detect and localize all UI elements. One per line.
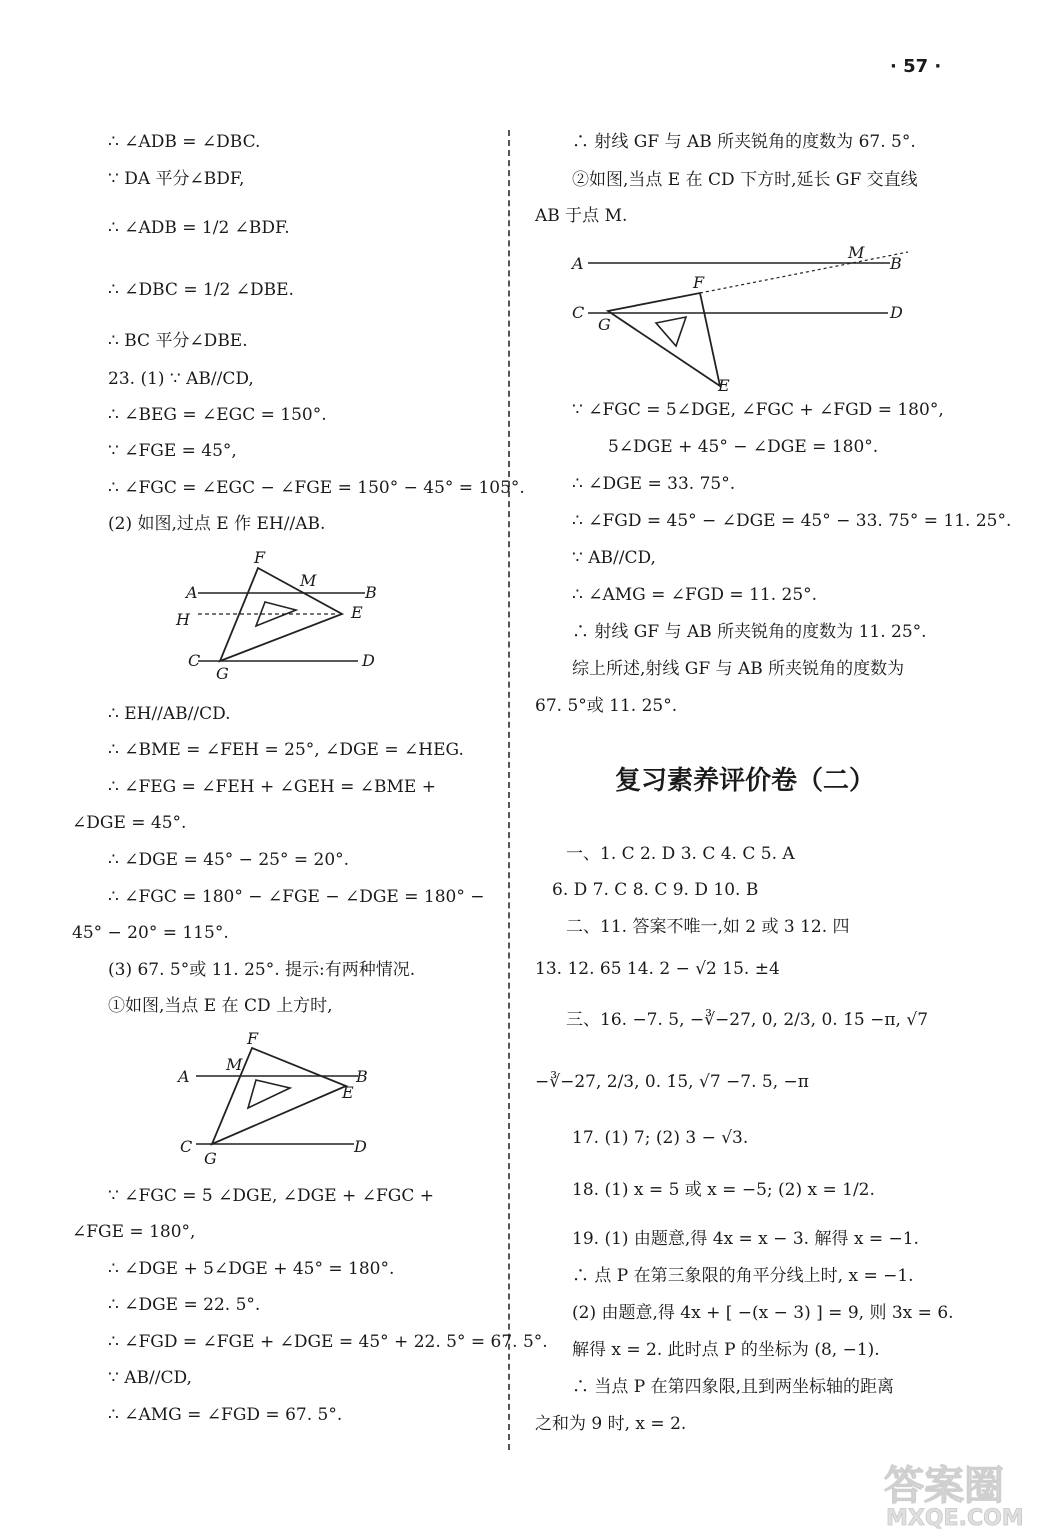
answer-line: 一、1. C 2. D 3. C 4. C 5. A [566, 844, 795, 864]
label-C: C [572, 303, 585, 322]
label-E: E [342, 1083, 354, 1102]
text-line: ∴ 射线 GF 与 AB 所夹锐角的度数为 11. 25°. [572, 622, 927, 642]
text-line: ∴ ∠FGC = ∠EGC − ∠FGE = 150° − 45° = 105°. [108, 478, 525, 498]
answer-line: (2) 由题意,得 4x + [ −(x − 3) ] = 9, 则 3x = 6. [572, 1303, 954, 1323]
text-line: ∴ ∠AMG = ∠FGD = 11. 25°. [572, 585, 818, 605]
column-divider [508, 130, 510, 1450]
label-H: H [176, 610, 190, 629]
text-line: AB 于点 M. [535, 206, 628, 226]
text-line: ②如图,当点 E 在 CD 下方时,延长 GF 交直线 [572, 170, 918, 190]
answer-line: −∛−27, 2/3, 0. 1̇5̇, √7 −7. 5, −π [535, 1072, 809, 1092]
text-line: ∴ ∠DGE = 45° − 25° = 20°. [108, 850, 350, 870]
watermark-url: MXQE.COM [886, 1506, 1024, 1530]
label-E: E [718, 376, 730, 395]
label-G: G [204, 1149, 217, 1168]
label-F: F [254, 548, 266, 567]
answer-line: 6. D 7. C 8. C 9. D 10. B [552, 880, 759, 900]
text-line: 5∠DGE + 45° − ∠DGE = 180°. [608, 437, 879, 457]
watermark-text: 答案圈 [884, 1463, 1004, 1509]
label-D: D [890, 303, 903, 322]
answer-line: 13. 12. 65 14. 2 − √2 15. ±4 [535, 959, 780, 979]
label-A: A [572, 254, 584, 273]
text-line: 23. (1) ∵ AB//CD, [108, 369, 254, 389]
label-A: A [178, 1067, 190, 1086]
text-line: (2) 如图,过点 E 作 EH//AB. [108, 514, 326, 534]
text-line: ∴ ∠DGE = 33. 75°. [572, 474, 736, 494]
text-line: 67. 5°或 11. 25°. [535, 696, 678, 716]
answer-line: 18. (1) x = 5 或 x = −5; (2) x = 1/2. [572, 1180, 875, 1200]
text-line: ∴ 射线 GF 与 AB 所夹锐角的度数为 67. 5°. [572, 132, 916, 152]
label-C: C [180, 1137, 193, 1156]
answer-line: 之和为 9 时, x = 2. [535, 1414, 687, 1434]
text-line: ∴ ∠FGC = 180° − ∠FGE − ∠DGE = 180° − [108, 887, 485, 907]
text-line: ①如图,当点 E 在 CD 上方时, [108, 996, 333, 1016]
label-F: F [247, 1030, 259, 1048]
page-number: · 57 · [890, 56, 942, 77]
label-F: F [693, 273, 705, 292]
answer-line: 19. (1) 由题意,得 4x = x − 3. 解得 x = −1. [572, 1229, 919, 1249]
text-line: ∴ BC 平分∠DBE. [108, 331, 248, 351]
answer-line: 三、16. −7. 5, −∛−27, 0, 2/3, 0. 1̇5̇ −π, √7 [566, 1010, 929, 1030]
label-B: B [356, 1067, 368, 1086]
text-line: ∠FGE = 180°, [72, 1222, 196, 1242]
text-line: ∴ ∠ADB = ∠DBC. [108, 132, 261, 152]
text-line: 综上所述,射线 GF 与 AB 所夹锐角的度数为 [572, 659, 905, 679]
label-E: E [351, 603, 363, 622]
label-M: M [848, 243, 865, 262]
text-line: ∴ ∠BEG = ∠EGC = 150°. [108, 405, 327, 425]
geometry-figure-1 [170, 548, 390, 684]
label-G: G [598, 315, 611, 334]
text-line: ∴ ∠FEG = ∠FEH + ∠GEH = ∠BME + [108, 777, 436, 797]
text-line: ∵ AB//CD, [572, 548, 656, 568]
answer-line: 解得 x = 2. 此时点 P 的坐标为 (8, −1). [572, 1340, 880, 1360]
geometry-figure-3 [560, 238, 920, 398]
text-line: ∴ ∠BME = ∠FEH = 25°, ∠DGE = ∠HEG. [108, 740, 464, 760]
text-line: ∴ EH//AB//CD. [108, 704, 231, 724]
answer-line: 二、11. 答案不唯一,如 2 或 3 12. 四 [566, 917, 850, 937]
text-line: ∴ ∠FGD = ∠FGE + ∠DGE = 45° + 22. 5° = 67. 5°. [108, 1332, 548, 1352]
text-line: (3) 67. 5°或 11. 25°. 提示:有两种情况. [108, 960, 416, 980]
answer-line: ∴ 点 P 在第三象限的角平分线上时, x = −1. [572, 1266, 914, 1286]
geometry-figure-2 [170, 1030, 390, 1170]
text-line: ∴ ∠AMG = ∠FGD = 67. 5°. [108, 1405, 343, 1425]
text-line: ∵ ∠FGC = 5 ∠DGE, ∠DGE + ∠FGC + [108, 1186, 434, 1206]
section-title: 复习素养评价卷（二） [615, 766, 876, 796]
text-line: ∵ DA 平分∠BDF, [108, 169, 245, 189]
text-line: ∴ ∠FGD = 45° − ∠DGE = 45° − 33. 75° = 11. 25°. [572, 511, 1012, 531]
label-A: A [186, 583, 198, 602]
text-line: ∵ ∠FGC = 5∠DGE, ∠FGC + ∠FGD = 180°, [572, 400, 944, 420]
answer-line: 17. (1) 7; (2) 3 − √3. [572, 1128, 749, 1148]
text-line: ∵ ∠FGE = 45°, [108, 441, 237, 461]
text-line: ∠DGE = 45°. [72, 813, 187, 833]
text-line: ∴ ∠DGE = 22. 5°. [108, 1295, 261, 1315]
label-B: B [365, 583, 377, 602]
text-line: ∴ ∠ADB = 1/2 ∠BDF. [108, 218, 290, 238]
label-D: D [362, 651, 375, 670]
label-C: C [188, 651, 201, 670]
watermark-logo [880, 1455, 1045, 1530]
label-M: M [300, 571, 317, 590]
answer-line: ∴ 当点 P 在第四象限,且到两坐标轴的距离 [572, 1377, 895, 1397]
label-B: B [890, 254, 902, 273]
text-line: ∵ AB//CD, [108, 1368, 192, 1388]
text-line: 45° − 20° = 115°. [72, 923, 229, 943]
text-line: ∴ ∠DGE + 5∠DGE + 45° = 180°. [108, 1259, 395, 1279]
text-line: ∴ ∠DBC = 1/2 ∠DBE. [108, 280, 294, 300]
label-M: M [226, 1055, 243, 1074]
label-D: D [354, 1137, 367, 1156]
label-G: G [216, 664, 229, 683]
